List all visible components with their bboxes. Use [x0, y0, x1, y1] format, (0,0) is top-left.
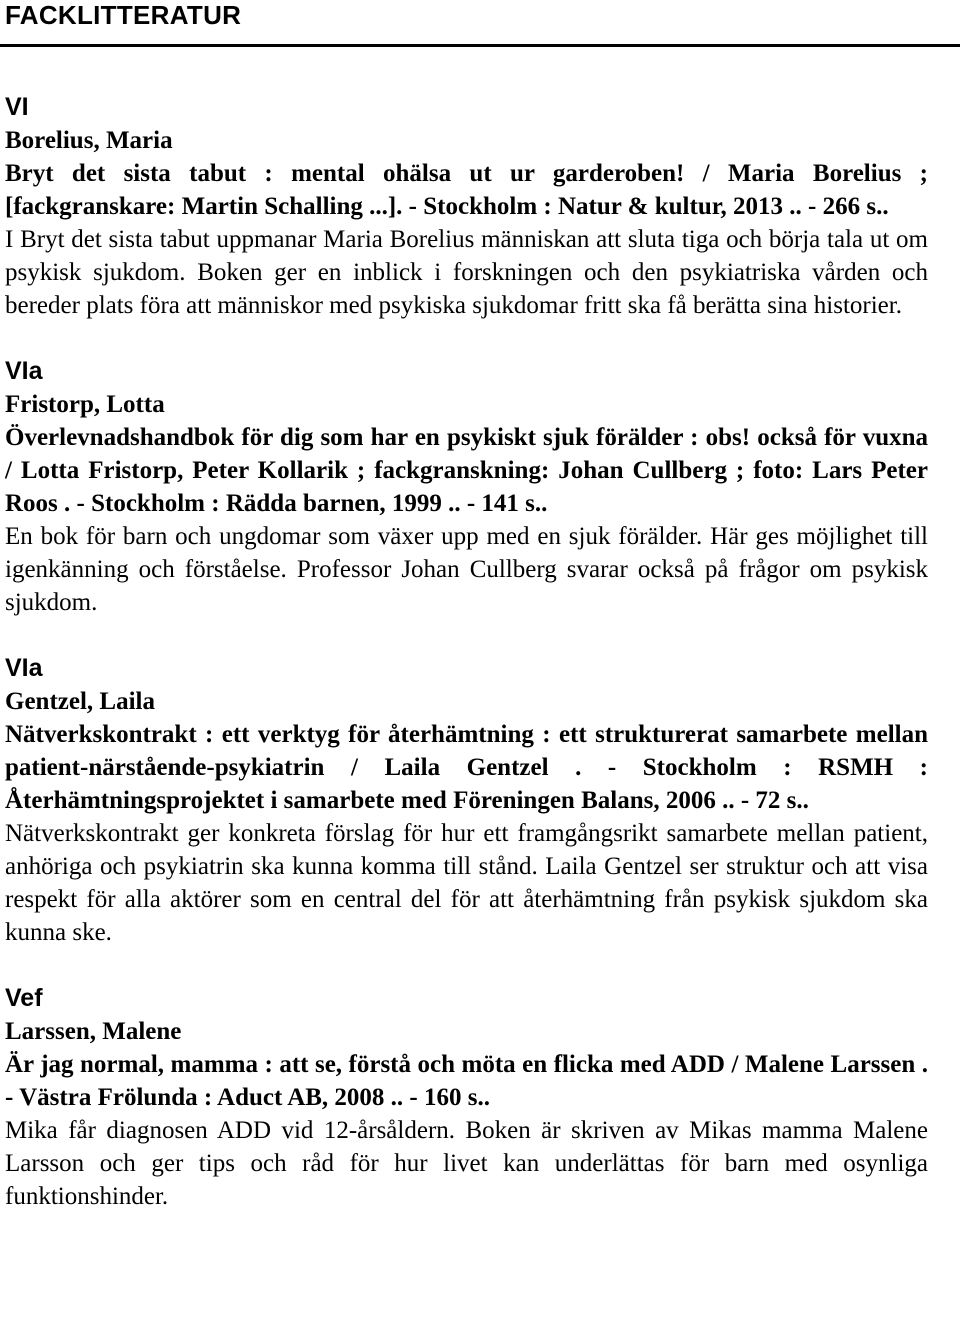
book-description: Mika får diagnosen ADD vid 12-årsåldern. Boken är skriven av Mikas mamma Malene Larsson och ger tips och råd för hur livet kan underlättas för barn med osynliga funktionshinder.	[5, 1117, 928, 1210]
book-description: En bok för barn och ungdomar som växer upp med en sjuk förälder. Här ges möjlighet till igenkänning och förståelse. Professor Johan Cullberg svarar också på frågor om psykisk sjukdom.	[5, 523, 928, 616]
book-list	[5, 91, 928, 1213]
book-citation: Bryt det sista tabut : mental ohälsa ut ur garderoben! / Maria Borelius ; [fackgranskare: Martin Schalling ...]. - Stockholm : Natur & kultur, 2013 .. - 266 s..	[5, 160, 928, 220]
book-citation: Överlevnadshandbok för dig som har en psykiskt sjuk förälder : obs! också för vuxna / Lotta Fristorp, Peter Kollarik ; fackgranskning: Johan Cullberg ; foto: Lars Peter Roos . - Stockholm : Rädda barnen, 1999 .. - 141 s..	[5, 424, 928, 517]
book-entry	[5, 91, 928, 322]
shelf-code: VIa	[5, 654, 43, 682]
book-entry	[5, 982, 928, 1213]
book-citation: Nätverkskontrakt : ett verktyg för återhämtning : ett strukturerat samarbete mellan patient-närstående-psykiatrin / Laila Gentzel . - Stockholm : RSMH : Återhämtningsprojektet i samarbete med Föreningen Balans, 2006 .. - 72 s..	[5, 721, 928, 814]
shelf-code: VIa	[5, 357, 43, 385]
shelf-code: VI	[5, 93, 29, 121]
author-name: Larssen, Malene	[5, 1018, 182, 1045]
book-description: I Bryt det sista tabut uppmanar Maria Borelius människan att sluta tiga och börja tala ut om psykisk sjukdom. Boken ger en inblick i forskningen och den psykiatriska vården och bereder plats föra att människor med psykiska sjukdomar fritt ska få berätta sina historier.	[5, 226, 928, 319]
book-description: Nätverkskontrakt ger konkreta förslag för hur ett framgångsrikt samarbete mellan patient, anhöriga och psykiatrin ska kunna komma till stånd. Laila Gentzel ser struktur och att visa respekt för alla aktörer som en central del för att återhämtning från psykisk sjukdom ska kunna ske.	[5, 820, 928, 946]
author-name: Borelius, Maria	[5, 127, 173, 154]
book-citation: Är jag normal, mamma : att se, förstå och möta en flicka med ADD / Malene Larssen . - Västra Frölunda : Aduct AB, 2008 .. - 160 s..	[5, 1051, 928, 1111]
shelf-code: Vef	[5, 984, 43, 1012]
author-name: Gentzel, Laila	[5, 688, 155, 715]
page-heading: FACKLITTERATUR	[5, 0, 242, 30]
book-entry	[5, 355, 928, 619]
book-entry	[5, 652, 928, 949]
heading-rule	[0, 44, 960, 47]
author-name: Fristorp, Lotta	[5, 391, 165, 418]
